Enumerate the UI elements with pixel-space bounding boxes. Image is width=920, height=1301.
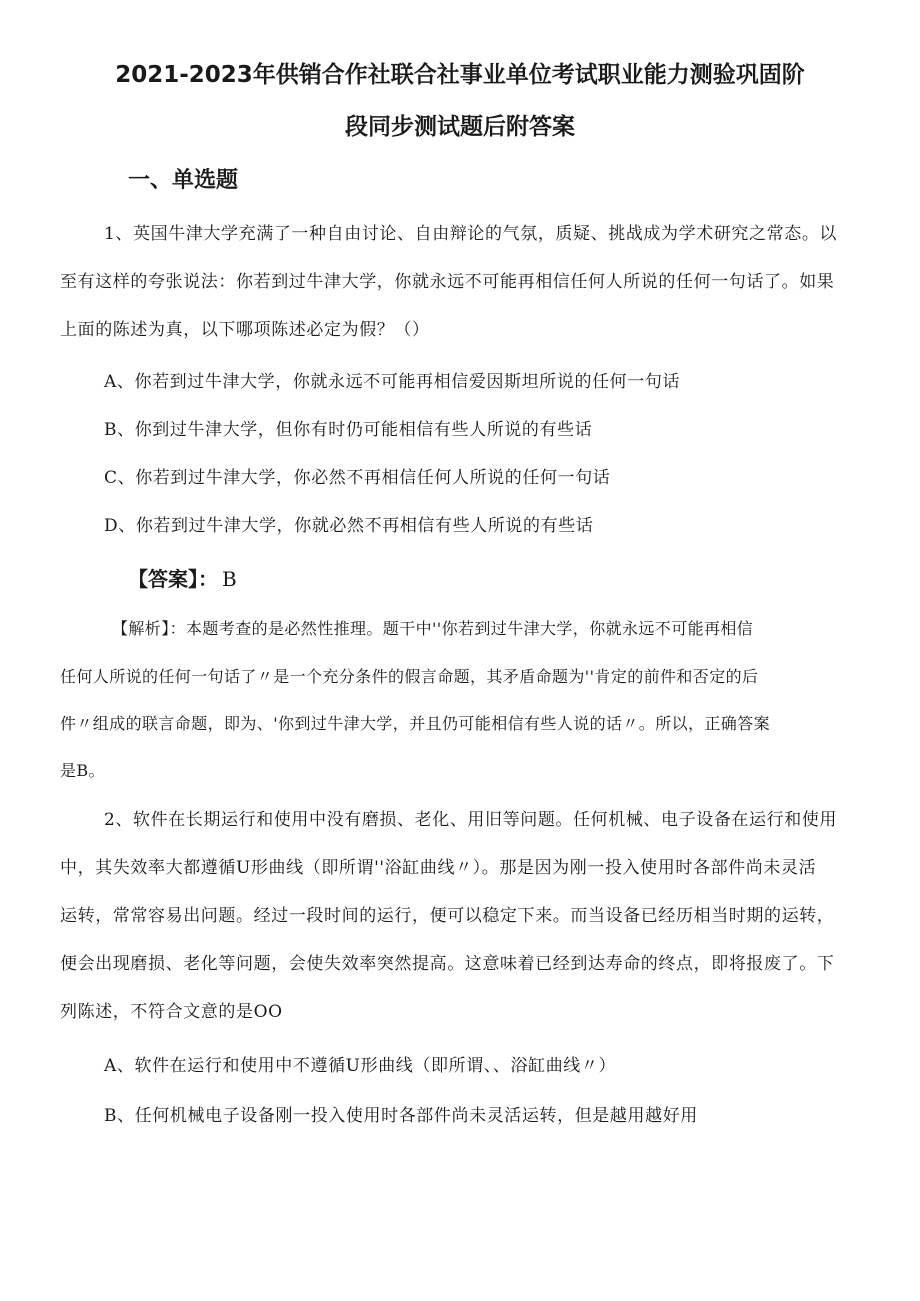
q1-stem-line: 1、英国牛津大学充满了一种自由讨论、自由辩论的气氛，质疑、挑战成为学术研究之常态。以 (104, 224, 838, 244)
q1-stem-line: 至有这样的夸张说法：你若到过牛津大学，你就永远不可能再相信任何人所说的任何一句话了。如果 (60, 272, 835, 292)
q1-option-b: B、你到过牛津大学，但你有时仍可能相信有些人所说的有些话 (104, 420, 593, 440)
q1-option-c: C、你若到过牛津大学，你必然不再相信任何人所说的任何一句话 (104, 468, 611, 488)
q2-stem-line: 便会出现磨损、老化等问题，会使失效率突然提高。这意味着已经到达寿命的终点，即将报废了。下 (60, 954, 835, 974)
q2-stem-line: 2、软件在长期运行和使用中没有磨损、老化、用旧等问题。任何机械、电子设备在运行和使用 (104, 810, 838, 830)
answer-value: B (222, 567, 237, 591)
q1-option-d: D、你若到过牛津大学，你就必然不再相信有些人所说的有些话 (104, 516, 594, 536)
q1-analysis-line: 件〃组成的联言命题，即为、'你到过牛津大学，并且仍可能相信有些人说的话〃。所以，正确答案 (60, 714, 770, 733)
q1-analysis-line: 【解析】：本题考查的是必然性推理。题干中''你若到过牛津大学，你就永远不可能再相信 (112, 619, 754, 638)
section-heading: 一、单选题 (128, 168, 239, 193)
q2-option-a: A、软件在运行和使用中不遵循U形曲线（即所谓、、浴缸曲线〃） (104, 1056, 617, 1076)
q1-option-a: A、你若到过牛津大学，你就永远不可能再相信爱因斯坦所说的任何一句话 (104, 372, 681, 392)
q2-option-b: B、任何机械电子设备刚一投入使用时各部件尚未灵活运转，但是越用越好用 (104, 1106, 698, 1126)
q2-stem-line: 运转，常常容易出问题。经过一段时间的运行，便可以稳定下来。而当设备已经历相当时期的运转， (60, 906, 835, 926)
q2-stem-line: 中，其失效率大都遵循U形曲线（即所谓''浴缸曲线〃）。那是因为刚一投入使用时各部件尚未灵活 (60, 858, 817, 878)
q1-answer (128, 564, 237, 594)
answer-label: 【答案】： (128, 567, 218, 591)
q1-analysis-line: 是B。 (60, 761, 105, 780)
document-title-line-1: 2021-2023年供销合作社联合社事业单位考试职业能力测验巩固阶 (115, 62, 805, 88)
q1-stem-line: 上面的陈述为真，以下哪项陈述必定为假？（） (60, 320, 430, 340)
q2-stem-line: 列陈述，不符合文意的是OO (60, 1002, 283, 1022)
document-title-line-2: 段同步测试题后附答案 (345, 114, 575, 140)
q1-analysis-line: 任何人所说的任何一句话了〃是一个充分条件的假言命题，其矛盾命题为''肯定的前件和否定的后 (60, 667, 759, 686)
